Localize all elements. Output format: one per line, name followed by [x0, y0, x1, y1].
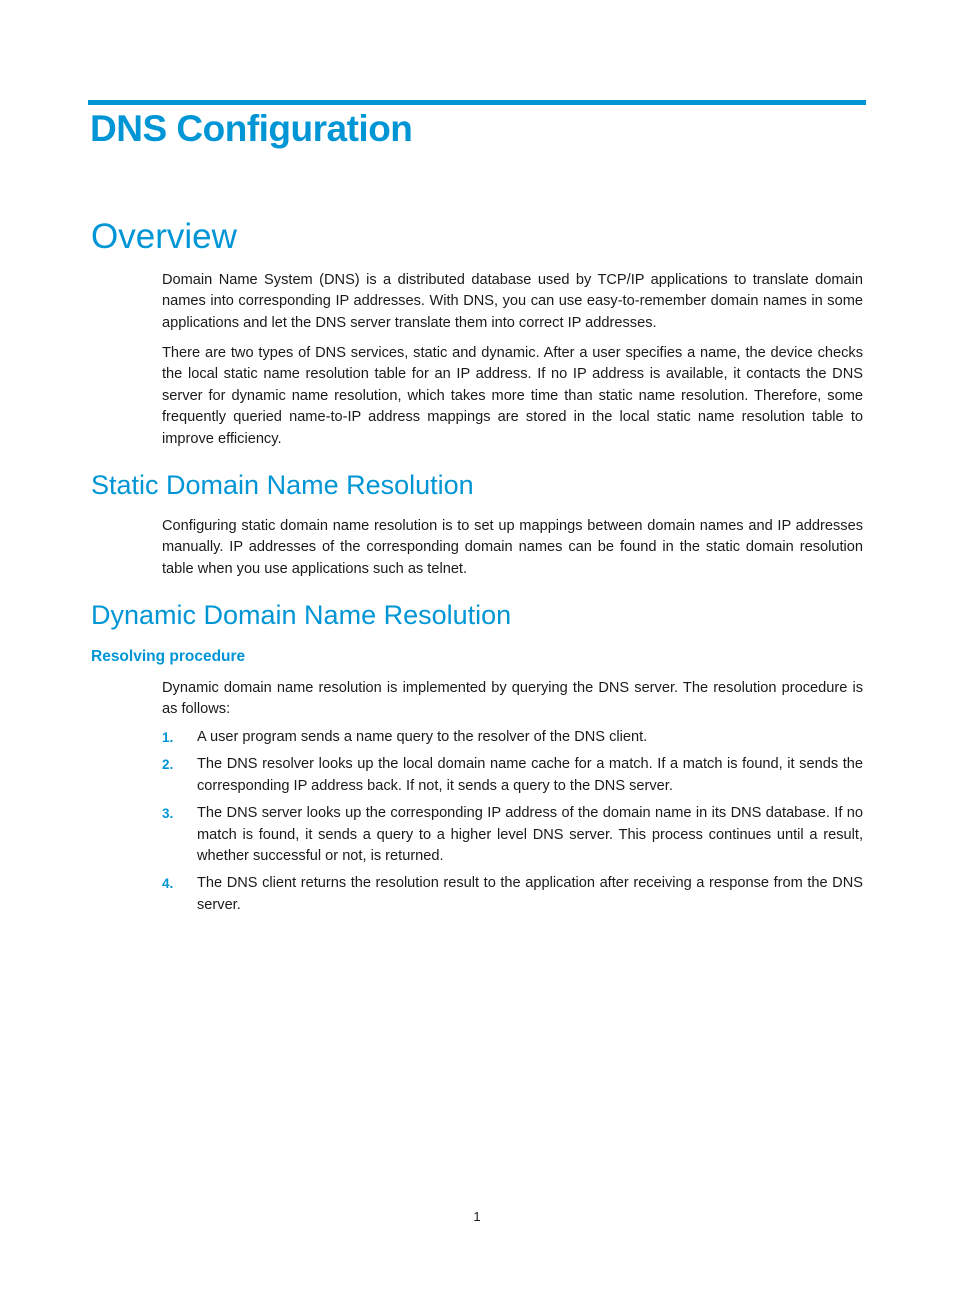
step-number: 2. — [162, 757, 174, 773]
static-resolution-heading: Static Domain Name Resolution — [91, 470, 474, 500]
static-resolution-paragraph: Configuring static domain name resolution is to set up mappings between domain names and IP addresses manually. IP addresses of the corresponding domain names can be found in the static domain resolution table when you use applications such as telnet. — [162, 518, 863, 577]
list-item — [162, 754, 863, 797]
overview-paragraph-2: There are two types of DNS services, static and dynamic. After a user specifies a name, the device checks the local static name resolution table for an IP address. If no IP address is available, it contacts the DNS server for dynamic name resolution, which takes more time than static name resolution. Therefore, some frequently queried name-to-IP address mappings are stored in the local static name resolution table to improve efficiency. — [162, 345, 863, 447]
list-item — [162, 803, 863, 867]
overview-heading: Overview — [91, 217, 237, 256]
step-text: The DNS resolver looks up the local domain name cache for a match. If a match is found, it sends the corresponding IP address back. If not, it sends a query to the DNS server. — [197, 756, 863, 794]
step-text: A user program sends a name query to the resolver of the DNS client. — [197, 729, 648, 745]
dynamic-resolution-heading: Dynamic Domain Name Resolution — [91, 600, 512, 630]
chapter-top-rule — [88, 100, 866, 105]
resolving-procedure-intro: Dynamic domain name resolution is implemented by querying the DNS server. The resolution procedure is as follows: — [162, 680, 863, 718]
chapter-title: DNS Configuration — [90, 108, 413, 149]
step-number: 1. — [162, 730, 174, 745]
step-text: The DNS client returns the resolution result to the application after receiving a response from the DNS server. — [197, 875, 863, 913]
page-number: 1 — [473, 1209, 481, 1224]
step-number: 3. — [162, 806, 174, 822]
resolving-procedure-heading: Resolving procedure — [91, 648, 246, 665]
step-number: 4. — [162, 876, 174, 892]
list-item — [162, 727, 863, 748]
step-text: The DNS server looks up the corresponding IP address of the domain name in its DNS database. If no match is found, it sends a query to a higher level DNS server. This process continues until a result, whether successful or not, is returned. — [197, 805, 863, 865]
overview-paragraph-1: Domain Name System (DNS) is a distributed database used by TCP/IP applications to translate domain names into corresponding IP addresses. With DNS, you can use easy-to-remember domain names in some applications and let the DNS server translate them into correct IP addresses. — [162, 272, 863, 331]
resolving-steps-list — [162, 727, 863, 922]
list-item — [162, 873, 863, 916]
